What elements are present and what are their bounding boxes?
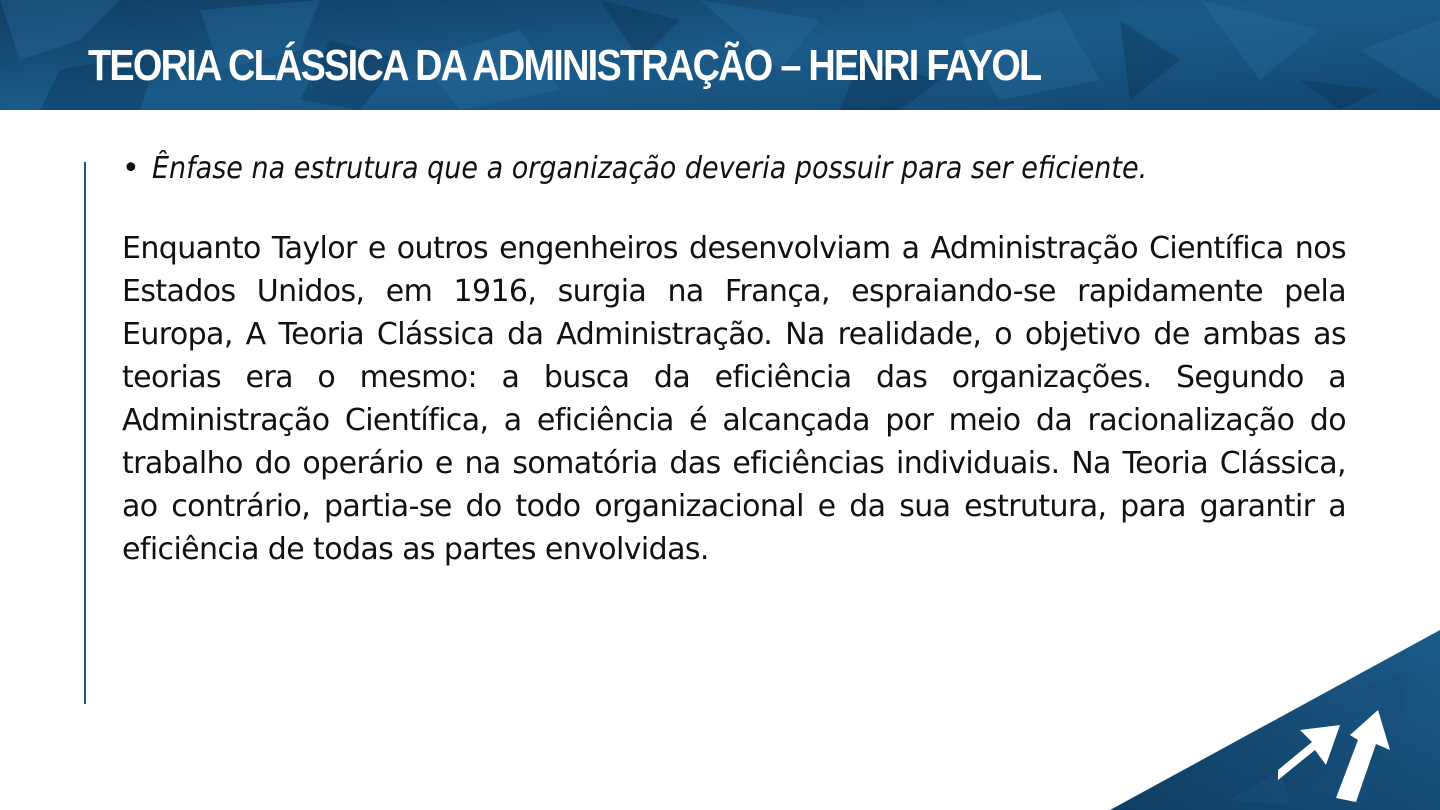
bullet-mark: • [122, 151, 140, 186]
bullet-text: Ênfase na estrutura que a organização deveria possuir para ser eficiente. [152, 151, 1148, 186]
body-paragraph: Enquanto Taylor e outros engenheiros desenvolviam a Administração Científica nos Estados Unidos, em 1916, surgia na França, espraiando-se rapidamente pela Europa, A Teoria Clássica da Administração. Na realidade, o objetivo de ambas as teorias era o mesmo: a busca da eficiência das organizações. Segundo a Administração Científica, a eficiência é alcançada por meio da racionalização do trabalho do operário e na somatória das eficiências individuais. Na Teoria Clássica, ao contrário, partia-se do todo organizacional e da sua estrutura, para garantir a eficiência de todas as partes envolvidas. [122, 231, 1346, 567]
vertical-accent-line [84, 162, 86, 704]
arrows-icon [1110, 630, 1440, 810]
bullet-item [122, 143, 1346, 195]
slide-title: TEORIA CLÁSSICA DA ADMINISTRAÇÃO – HENRI FAYOL [88, 41, 1041, 90]
header-band [0, 0, 1440, 110]
slide-content [122, 143, 1346, 571]
